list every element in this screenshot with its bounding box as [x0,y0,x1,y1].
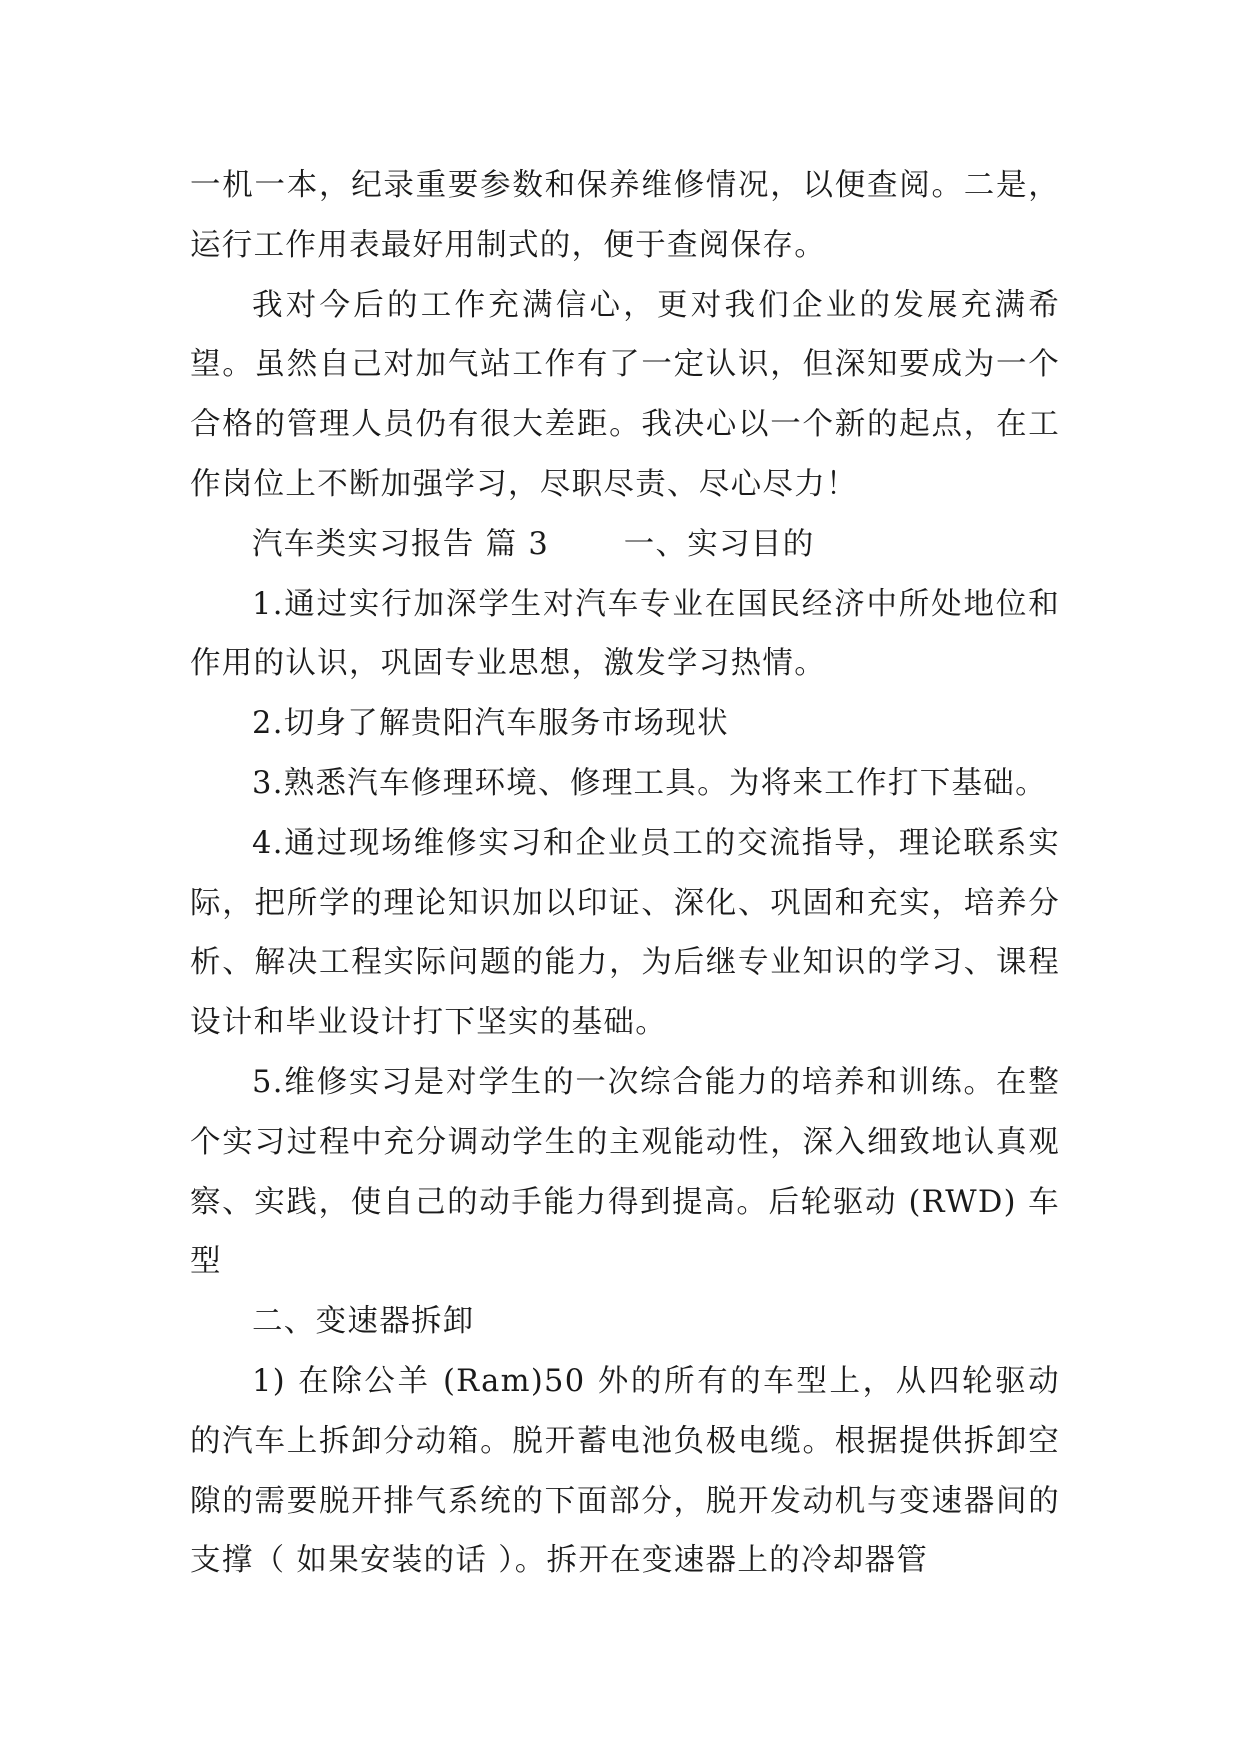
section-heading-report-3: 汽车类实习报告 篇 3 一、实习目的 [252,526,815,562]
paragraph-item-2: 2.切身了解贵阳汽车服务市场现状 [252,706,729,742]
paragraph-item-5: 5.维修实习是对学生的一次综合能力的培养和训练。在整个实习过程中充分调动学生的主观能动性，深入细致地认真观察、实践，使自己的动手能力得到提高。后轮驱动 (RWD) 车型 [190,1064,1060,1280]
paragraph-confidence: 我对今后的工作充满信心，更对我们企业的发展充满希望。虽然自己对加气站工作有了一定认识，但深知要成为一个合格的管理人员仍有很大差距。我决心以一个新的起点，在工作岗位上不断加强学习，尽职尽责、尽心尽力！ [190,287,1060,502]
section-heading-transmission-removal: 二、变速器拆卸 [252,1304,475,1340]
paragraph-item-3: 3.熟悉汽车修理环境、修理工具。为将来工作打下基础。 [252,765,1047,801]
document-body [190,156,1060,1591]
paragraph-step-1: 1) 在除公羊 (Ram)50 外的所有的车型上，从四轮驱动的汽车上拆卸分动箱。脱开蓄电池负极电缆。根据提供拆卸空隙的需要脱开排气系统的下面部分，脱开发动机与变速器间的支撑（ 如果安装的话 ）。拆开在变速器上的冷却器管 [190,1363,1060,1579]
paragraph-item-1: 1.通过实行加深学生对汽车专业在国民经济中所处地位和作用的认识，巩固专业思想，激发学习热情。 [190,586,1060,682]
paragraph-continuation: 一机一本，纪录重要参数和保养维修情况，以便查阅。二是，运行工作用表最好用制式的，便于查阅保存。 [190,168,1060,263]
paragraph-item-4: 4.通过现场维修实习和企业员工的交流指导，理论联系实际，把所学的理论知识加以印证、深化、巩固和充实，培养分析、解决工程实际问题的能力，为后继专业知识的学习、课程设计和毕业设计打下坚实的基础。 [190,825,1060,1041]
